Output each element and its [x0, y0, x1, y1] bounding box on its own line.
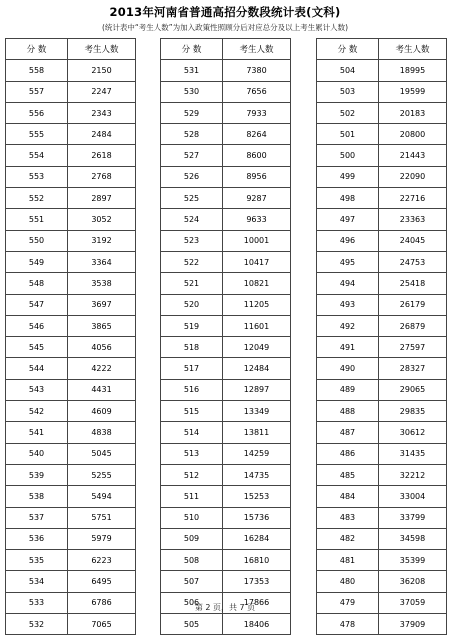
count-cell: 18995	[379, 60, 447, 81]
table-row	[317, 188, 447, 209]
score-cell: 557	[6, 81, 68, 102]
table-row	[6, 188, 136, 209]
table-row	[317, 528, 447, 549]
table-row	[317, 614, 447, 635]
table-row	[317, 486, 447, 507]
table-row	[161, 209, 291, 230]
table-row	[6, 358, 136, 379]
score-cell: 486	[317, 443, 379, 464]
score-cell: 534	[6, 571, 68, 592]
score-cell: 492	[317, 315, 379, 336]
score-cell: 506	[161, 592, 223, 613]
count-cell: 22090	[379, 166, 447, 187]
table-row	[6, 464, 136, 485]
table-row	[6, 124, 136, 145]
count-cell: 4609	[68, 401, 136, 422]
score-cell: 529	[161, 102, 223, 123]
count-cell: 20183	[379, 102, 447, 123]
table-row	[317, 60, 447, 81]
score-cell: 493	[317, 294, 379, 315]
count-cell: 4222	[68, 358, 136, 379]
header-count: 考生人数	[223, 39, 291, 60]
table-row	[161, 507, 291, 528]
table-row	[161, 81, 291, 102]
count-cell: 5494	[68, 486, 136, 507]
score-cell: 496	[317, 230, 379, 251]
count-cell: 23363	[379, 209, 447, 230]
count-cell: 3865	[68, 315, 136, 336]
score-cell: 558	[6, 60, 68, 81]
header-score: 分 数	[6, 39, 68, 60]
count-cell: 5979	[68, 528, 136, 549]
count-cell: 3192	[68, 230, 136, 251]
score-cell: 547	[6, 294, 68, 315]
count-cell: 2247	[68, 81, 136, 102]
table-row	[161, 60, 291, 81]
score-cell: 502	[317, 102, 379, 123]
table-row	[6, 401, 136, 422]
count-cell: 25418	[379, 273, 447, 294]
count-cell: 11205	[223, 294, 291, 315]
score-cell: 483	[317, 507, 379, 528]
score-cell: 552	[6, 188, 68, 209]
table-row	[161, 528, 291, 549]
count-cell: 4056	[68, 337, 136, 358]
page-title: 2013年河南省普通高招分数段统计表(文科)	[109, 5, 341, 19]
score-cell: 481	[317, 550, 379, 571]
count-cell: 17353	[223, 571, 291, 592]
score-cell: 518	[161, 337, 223, 358]
count-cell: 7933	[223, 102, 291, 123]
count-cell: 5255	[68, 464, 136, 485]
table-row	[6, 60, 136, 81]
table-row	[161, 422, 291, 443]
score-cell: 554	[6, 145, 68, 166]
table-row	[161, 486, 291, 507]
table-row	[317, 273, 447, 294]
count-cell: 3052	[68, 209, 136, 230]
count-cell: 8264	[223, 124, 291, 145]
score-cell: 538	[6, 486, 68, 507]
count-cell: 37059	[379, 592, 447, 613]
table-row	[161, 358, 291, 379]
score-cell: 505	[161, 614, 223, 635]
table-row	[317, 337, 447, 358]
count-cell: 35399	[379, 550, 447, 571]
score-cell: 509	[161, 528, 223, 549]
count-cell: 20800	[379, 124, 447, 145]
score-cell: 491	[317, 337, 379, 358]
score-cell: 508	[161, 550, 223, 571]
count-cell: 16284	[223, 528, 291, 549]
count-cell: 2897	[68, 188, 136, 209]
count-cell: 11601	[223, 315, 291, 336]
count-cell: 15736	[223, 507, 291, 528]
score-cell: 485	[317, 464, 379, 485]
count-cell: 27597	[379, 337, 447, 358]
score-cell: 495	[317, 251, 379, 272]
score-cell: 479	[317, 592, 379, 613]
score-cell: 478	[317, 614, 379, 635]
table-row	[317, 294, 447, 315]
score-cell: 520	[161, 294, 223, 315]
table-row	[161, 294, 291, 315]
count-cell: 33799	[379, 507, 447, 528]
table-row	[6, 571, 136, 592]
score-cell: 503	[317, 81, 379, 102]
table-row	[317, 507, 447, 528]
score-cell: 487	[317, 422, 379, 443]
score-cell: 488	[317, 401, 379, 422]
score-cell: 517	[161, 358, 223, 379]
table-header-row	[317, 39, 447, 60]
count-cell: 2768	[68, 166, 136, 187]
count-cell: 26179	[379, 294, 447, 315]
score-table-3	[316, 38, 447, 635]
score-cell: 537	[6, 507, 68, 528]
score-table-1	[5, 38, 136, 635]
table-row	[161, 251, 291, 272]
count-cell: 10821	[223, 273, 291, 294]
table-row	[6, 443, 136, 464]
table-row	[161, 102, 291, 123]
score-cell: 540	[6, 443, 68, 464]
table-row	[161, 230, 291, 251]
score-cell: 480	[317, 571, 379, 592]
table-row	[6, 81, 136, 102]
score-cell: 535	[6, 550, 68, 571]
table-row	[317, 422, 447, 443]
count-cell: 36208	[379, 571, 447, 592]
table-row	[317, 145, 447, 166]
score-cell: 545	[6, 337, 68, 358]
count-cell: 8600	[223, 145, 291, 166]
score-cell: 541	[6, 422, 68, 443]
score-cell: 548	[6, 273, 68, 294]
table-note: (统计表中“考生人数”为加入政策性照顾分后对应总分及以上考生累计人数)	[101, 23, 349, 32]
table-row	[317, 124, 447, 145]
score-cell: 556	[6, 102, 68, 123]
score-cell: 531	[161, 60, 223, 81]
count-cell: 9287	[223, 188, 291, 209]
page-footer: 第 2 页，共 7 页	[194, 603, 256, 612]
count-cell: 26879	[379, 315, 447, 336]
table-row	[6, 379, 136, 400]
score-cell: 544	[6, 358, 68, 379]
count-cell: 24753	[379, 251, 447, 272]
score-cell: 515	[161, 401, 223, 422]
score-cell: 523	[161, 230, 223, 251]
header-score: 分 数	[161, 39, 223, 60]
score-cell: 494	[317, 273, 379, 294]
score-cell: 526	[161, 166, 223, 187]
score-cell: 504	[317, 60, 379, 81]
count-cell: 3538	[68, 273, 136, 294]
table-row	[161, 401, 291, 422]
table-row	[161, 273, 291, 294]
count-cell: 10001	[223, 230, 291, 251]
count-cell: 4431	[68, 379, 136, 400]
table-row	[317, 315, 447, 336]
table-row	[161, 124, 291, 145]
score-cell: 550	[6, 230, 68, 251]
table-row	[161, 166, 291, 187]
table-row	[161, 315, 291, 336]
score-cell: 533	[6, 592, 68, 613]
count-cell: 17866	[223, 592, 291, 613]
count-cell: 2343	[68, 102, 136, 123]
count-cell: 6495	[68, 571, 136, 592]
table-row	[6, 486, 136, 507]
count-cell: 22716	[379, 188, 447, 209]
score-cell: 521	[161, 273, 223, 294]
score-cell: 546	[6, 315, 68, 336]
score-cell: 512	[161, 464, 223, 485]
score-cell: 549	[6, 251, 68, 272]
count-cell: 3364	[68, 251, 136, 272]
score-cell: 499	[317, 166, 379, 187]
table-row	[6, 145, 136, 166]
count-cell: 14259	[223, 443, 291, 464]
score-cell: 513	[161, 443, 223, 464]
score-cell: 514	[161, 422, 223, 443]
count-cell: 7380	[223, 60, 291, 81]
table-row	[317, 230, 447, 251]
count-cell: 5045	[68, 443, 136, 464]
count-cell: 31435	[379, 443, 447, 464]
count-cell: 29835	[379, 401, 447, 422]
header-count: 考生人数	[68, 39, 136, 60]
count-cell: 15253	[223, 486, 291, 507]
table-row	[317, 401, 447, 422]
table-row	[6, 273, 136, 294]
table-row	[161, 337, 291, 358]
table-row	[161, 379, 291, 400]
score-cell: 484	[317, 486, 379, 507]
score-cell: 525	[161, 188, 223, 209]
score-cell: 527	[161, 145, 223, 166]
count-cell: 29065	[379, 379, 447, 400]
count-cell: 21443	[379, 145, 447, 166]
table-row	[317, 379, 447, 400]
count-cell: 3697	[68, 294, 136, 315]
count-cell: 13349	[223, 401, 291, 422]
table-row	[6, 294, 136, 315]
table-row	[6, 507, 136, 528]
score-cell: 555	[6, 124, 68, 145]
count-cell: 4838	[68, 422, 136, 443]
score-cell: 510	[161, 507, 223, 528]
score-cell: 553	[6, 166, 68, 187]
score-cell: 542	[6, 401, 68, 422]
score-cell: 489	[317, 379, 379, 400]
table-row	[6, 166, 136, 187]
table-row	[317, 251, 447, 272]
table-row	[317, 550, 447, 571]
table-header-row	[6, 39, 136, 60]
count-cell: 30612	[379, 422, 447, 443]
score-cell: 482	[317, 528, 379, 549]
count-cell: 2618	[68, 145, 136, 166]
header-score: 分 数	[317, 39, 379, 60]
score-cell: 522	[161, 251, 223, 272]
score-cell: 543	[6, 379, 68, 400]
score-cell: 498	[317, 188, 379, 209]
score-cell: 536	[6, 528, 68, 549]
count-cell: 16810	[223, 550, 291, 571]
count-cell: 33004	[379, 486, 447, 507]
count-cell: 6786	[68, 592, 136, 613]
count-cell: 5751	[68, 507, 136, 528]
table-header-row	[161, 39, 291, 60]
table-row	[6, 614, 136, 635]
table-row	[6, 422, 136, 443]
table-row	[317, 81, 447, 102]
count-cell: 9633	[223, 209, 291, 230]
count-cell: 13811	[223, 422, 291, 443]
table-row	[161, 550, 291, 571]
score-cell: 497	[317, 209, 379, 230]
table-row	[161, 614, 291, 635]
table-row	[317, 102, 447, 123]
table-row	[6, 230, 136, 251]
table-row	[161, 443, 291, 464]
score-cell: 528	[161, 124, 223, 145]
score-table-2	[160, 38, 291, 635]
table-row	[161, 571, 291, 592]
count-cell: 7065	[68, 614, 136, 635]
table-row	[317, 209, 447, 230]
table-row	[6, 315, 136, 336]
count-cell: 2484	[68, 124, 136, 145]
table-row	[6, 102, 136, 123]
table-row	[6, 209, 136, 230]
count-cell: 18406	[223, 614, 291, 635]
score-cell: 539	[6, 464, 68, 485]
table-row	[161, 145, 291, 166]
count-cell: 12897	[223, 379, 291, 400]
score-cell: 524	[161, 209, 223, 230]
table-row	[6, 550, 136, 571]
score-cell: 519	[161, 315, 223, 336]
count-cell: 28327	[379, 358, 447, 379]
count-cell: 2150	[68, 60, 136, 81]
count-cell: 32212	[379, 464, 447, 485]
table-row	[317, 443, 447, 464]
score-cell: 530	[161, 81, 223, 102]
count-cell: 6223	[68, 550, 136, 571]
table-row	[6, 528, 136, 549]
count-cell: 14735	[223, 464, 291, 485]
score-cell: 551	[6, 209, 68, 230]
table-row	[161, 464, 291, 485]
table-row	[317, 358, 447, 379]
score-cell: 500	[317, 145, 379, 166]
score-cell: 511	[161, 486, 223, 507]
count-cell: 24045	[379, 230, 447, 251]
score-cell: 501	[317, 124, 379, 145]
count-cell: 37909	[379, 614, 447, 635]
count-cell: 12484	[223, 358, 291, 379]
count-cell: 8956	[223, 166, 291, 187]
table-row	[317, 464, 447, 485]
header-count: 考生人数	[379, 39, 447, 60]
table-row	[317, 166, 447, 187]
count-cell: 7656	[223, 81, 291, 102]
score-cell: 490	[317, 358, 379, 379]
count-cell: 19599	[379, 81, 447, 102]
count-cell: 10417	[223, 251, 291, 272]
score-cell: 507	[161, 571, 223, 592]
table-row	[6, 337, 136, 358]
count-cell: 34598	[379, 528, 447, 549]
count-cell: 12049	[223, 337, 291, 358]
table-row	[317, 571, 447, 592]
table-row	[161, 188, 291, 209]
table-row	[6, 251, 136, 272]
score-cell: 532	[6, 614, 68, 635]
score-cell: 516	[161, 379, 223, 400]
